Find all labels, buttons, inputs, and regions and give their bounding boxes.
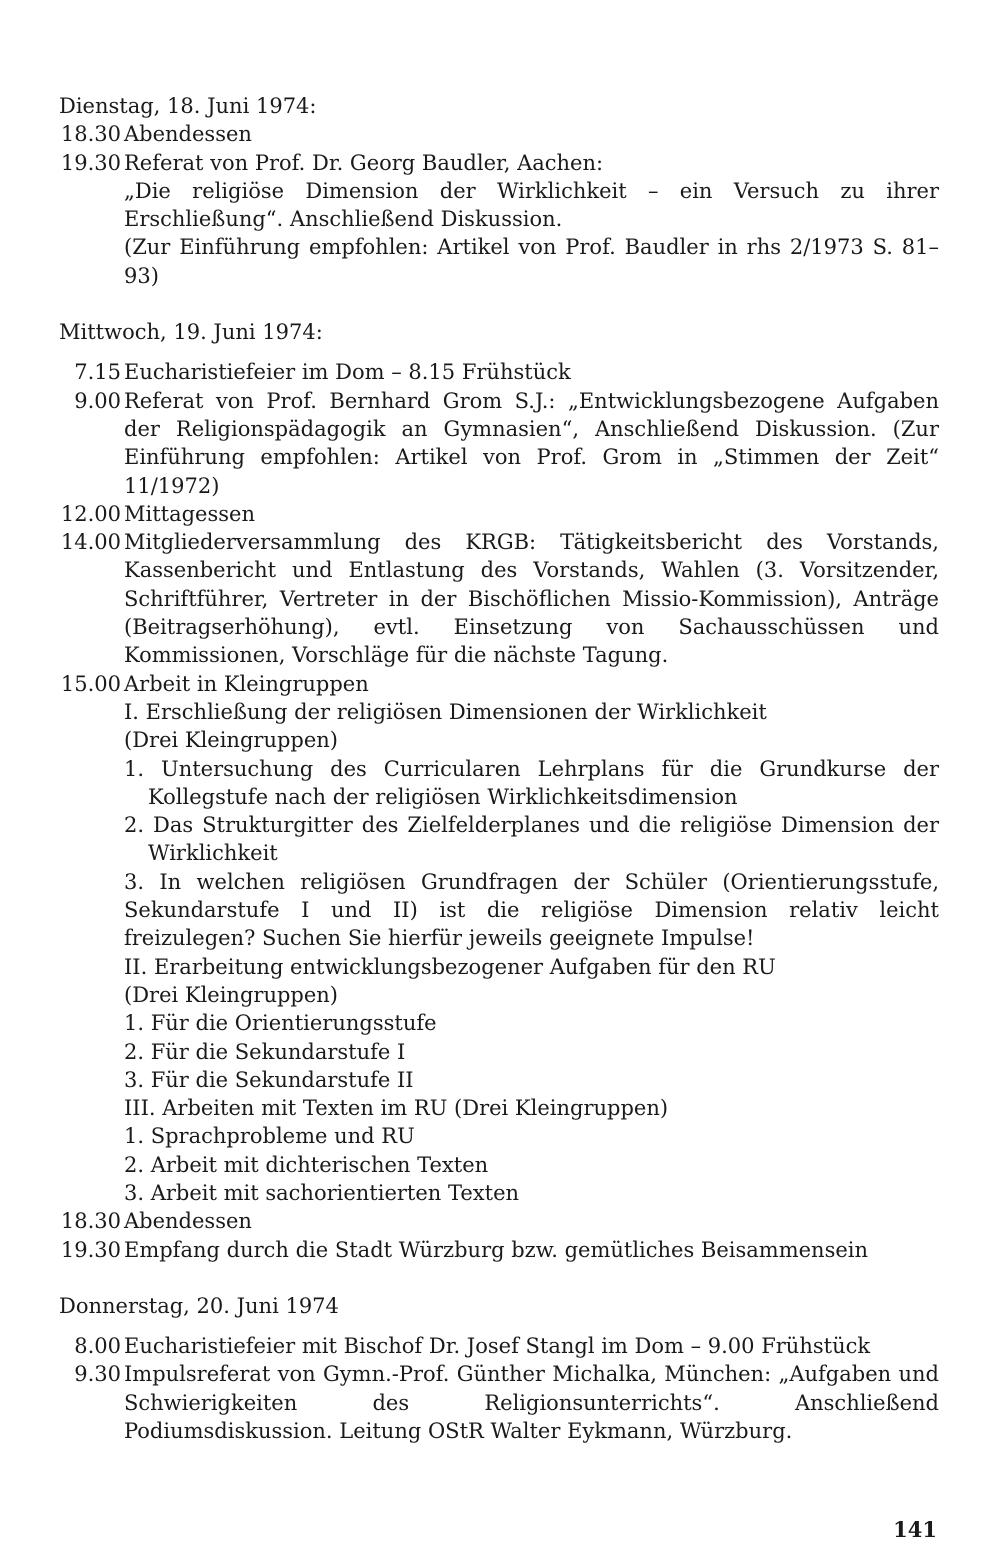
entry-time: 14.00: [60, 530, 121, 555]
program-entry: [59, 528, 939, 669]
day-heading: Donnerstag, 20. Juni 1974: [59, 1293, 339, 1318]
entry-list: [59, 358, 939, 1264]
entry-body: [124, 670, 939, 1208]
program-entry: [59, 670, 939, 1208]
entry-time: 9.00: [74, 388, 121, 413]
day-block-thursday: [59, 1292, 939, 1445]
program-entry: [59, 149, 939, 290]
entry-list: [59, 1332, 939, 1445]
day-heading: Dienstag, 18. Juni 1974:: [59, 94, 317, 118]
day-heading: Mittwoch, 19. Juni 1974:: [59, 320, 323, 345]
program-entry: [59, 1332, 939, 1360]
entry-time: 19.30: [60, 150, 121, 175]
group-note: (Drei Kleingruppen): [124, 728, 338, 753]
group-item: 2. Arbeit mit dichterischen Texten: [124, 1152, 489, 1177]
entry-time: 18.30: [60, 122, 121, 147]
entry-time: 7.15: [74, 360, 121, 385]
program-entry: [59, 120, 939, 148]
entry-text: Arbeit in Kleingruppen: [124, 671, 369, 696]
program-content: [59, 92, 939, 1473]
entry-text: Impulsreferat von Gymn.-Prof. Günther Michalka, München: „Aufgaben und Schwierigkeiten des Religionsunterrichts“. Anschließend Podiumsdiskussion. Leitung OStR Walter Eykmann, Würzburg.: [124, 1362, 939, 1444]
group-item: 1. Für die Orientierungsstufe: [124, 1011, 437, 1036]
entry-text: Mitgliederversammlung des KRGB: Tätigkeitsbericht des Vorstands, Kassenbericht und Entlastung des Vorstands, Wahlen (3. Vorsitzender, Schriftführer, Vertreter in der Bischöflichen Missio-Kommission), Anträge (Beitragserhöhung), evtl. Einsetzung von Sachausschüssen und Kommissionen, Vorschläge für die nächste Tagung.: [124, 530, 939, 668]
group-item: 3. Arbeit mit sachorientierten Texten: [124, 1180, 520, 1205]
group-item: 3. Für die Sekundarstufe II: [124, 1067, 414, 1092]
entry-text: Abendessen: [124, 1209, 252, 1234]
entry-text: Eucharistiefeier im Dom – 8.15 Frühstück: [124, 360, 571, 385]
entry-time: 12.00: [60, 501, 121, 526]
group-item: 1. Untersuchung des Curricularen Lehrplans für die Grundkurse der Kollegstufe nach der religiösen Wirklichkeitsdimension: [124, 756, 939, 809]
group-item: 1. Sprachprobleme und RU: [124, 1124, 415, 1149]
program-entry: [59, 387, 939, 500]
entry-time: 19.30: [60, 1237, 121, 1262]
group-title: II. Erarbeitung entwicklungsbezogener Aufgaben für den RU: [124, 954, 776, 979]
entry-text: Referat von Prof. Bernhard Grom S.J.: „Entwicklungsbezogene Aufgaben der Religionspädagogik an Gymnasien“, Anschließend Diskussion. (Zur Einführung empfohlen: Artikel von Prof. Grom in „Stimmen der Zeit“ 11/1972): [124, 388, 939, 498]
entry-body: [124, 149, 939, 290]
reading-recommendation: (Zur Einführung empfohlen: Artikel von Prof. Baudler in rhs 2/1973 S. 81–93): [124, 235, 939, 288]
entry-text: Abendessen: [124, 122, 252, 147]
program-entry: [59, 358, 939, 386]
day-block-tuesday: [59, 92, 939, 290]
entry-text: Mittagessen: [124, 501, 255, 526]
program-entry: [59, 500, 939, 528]
entry-text: Empfang durch die Stadt Würzburg bzw. gemütliches Beisammensein: [124, 1237, 869, 1262]
group-title: I. Erschließung der religiösen Dimensionen der Wirklichkeit: [124, 699, 767, 724]
group-title: III. Arbeiten mit Texten im RU (Drei Kleingruppen): [124, 1096, 669, 1121]
entry-time: 8.00: [74, 1334, 121, 1359]
program-entry: [59, 1207, 939, 1235]
program-entry: [59, 1236, 939, 1264]
group-item: 3. In welchen religiösen Grundfragen der Schüler (Orientierungsstufe, Sekundarstufe I und II) ist die religiöse Dimension relativ leicht freizulegen? Suchen Sie hierfür jeweils geeignete Impulse!: [124, 869, 939, 951]
page-number: 141: [893, 1517, 937, 1542]
entry-time: 15.00: [60, 671, 121, 696]
group-item: 2. Für die Sekundarstufe I: [124, 1039, 406, 1064]
lecture-title: „Die religiöse Dimension der Wirklichkeit – ein Versuch zu ihrer Erschließung“. Anschließend Diskussion.: [124, 178, 939, 232]
group-note: (Drei Kleingruppen): [124, 982, 338, 1007]
day-block-wednesday: [59, 318, 939, 1264]
entry-text: Referat von Prof. Dr. Georg Baudler, Aachen:: [124, 150, 604, 175]
group-item: 2. Das Strukturgitter des Zielfelderplanes und die religiöse Dimension der Wirklichkeit: [124, 813, 939, 866]
program-entry: [59, 1360, 939, 1445]
entry-time: 18.30: [60, 1209, 121, 1234]
entry-time: 9.30: [74, 1362, 121, 1387]
entry-text: Eucharistiefeier mit Bischof Dr. Josef Stangl im Dom – 9.00 Frühstück: [124, 1334, 871, 1359]
